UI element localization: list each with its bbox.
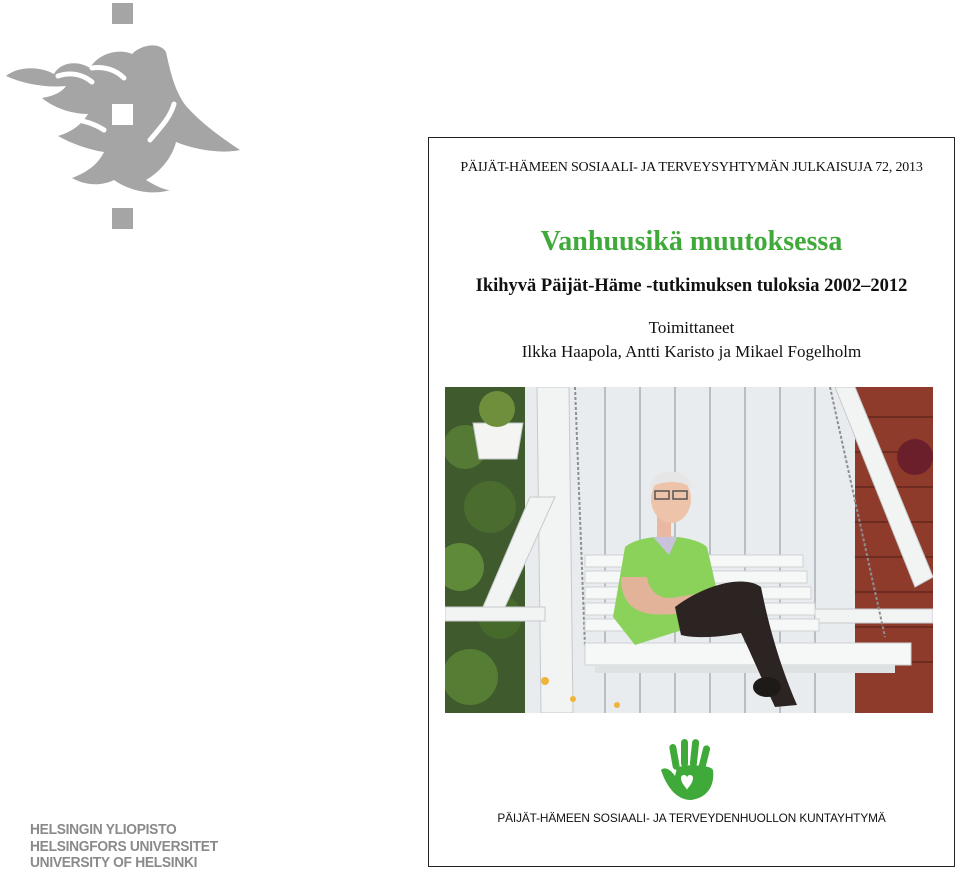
book-title: Vanhuusikä muutoksessa	[540, 226, 843, 257]
editors-names: Ilkka Haapola, Antti Karisto ja Mikael Fogelholm	[521, 342, 862, 361]
publisher-name: PÄIJÄT-HÄMEEN SOSIAALI- JA TERVEYDENHUOLLON KUNTAYHTYMÄ	[497, 811, 886, 825]
green-hand-heart-icon	[657, 736, 723, 802]
editors-label: Toimittaneet	[648, 318, 735, 337]
university-name-block	[30, 822, 218, 872]
book-subtitle: Ikihyvä Päijät-Häme -tutkimuksen tuloksia 2002–2012	[475, 276, 908, 296]
university-name-swedish: HELSINGFORS UNIVERSITET	[30, 838, 218, 855]
series-line: PÄIJÄT-HÄMEEN SOSIAALI- JA TERVEYSYHTYMÄN JULKAISUJA 72, 2013	[460, 160, 923, 175]
book-cover	[428, 137, 955, 867]
university-flame-logo-icon	[0, 0, 250, 235]
university-name-english: UNIVERSITY OF HELSINKI	[30, 855, 198, 871]
cover-photo	[445, 387, 933, 713]
university-name-finnish: HELSINGIN YLIOPISTO	[30, 822, 177, 838]
